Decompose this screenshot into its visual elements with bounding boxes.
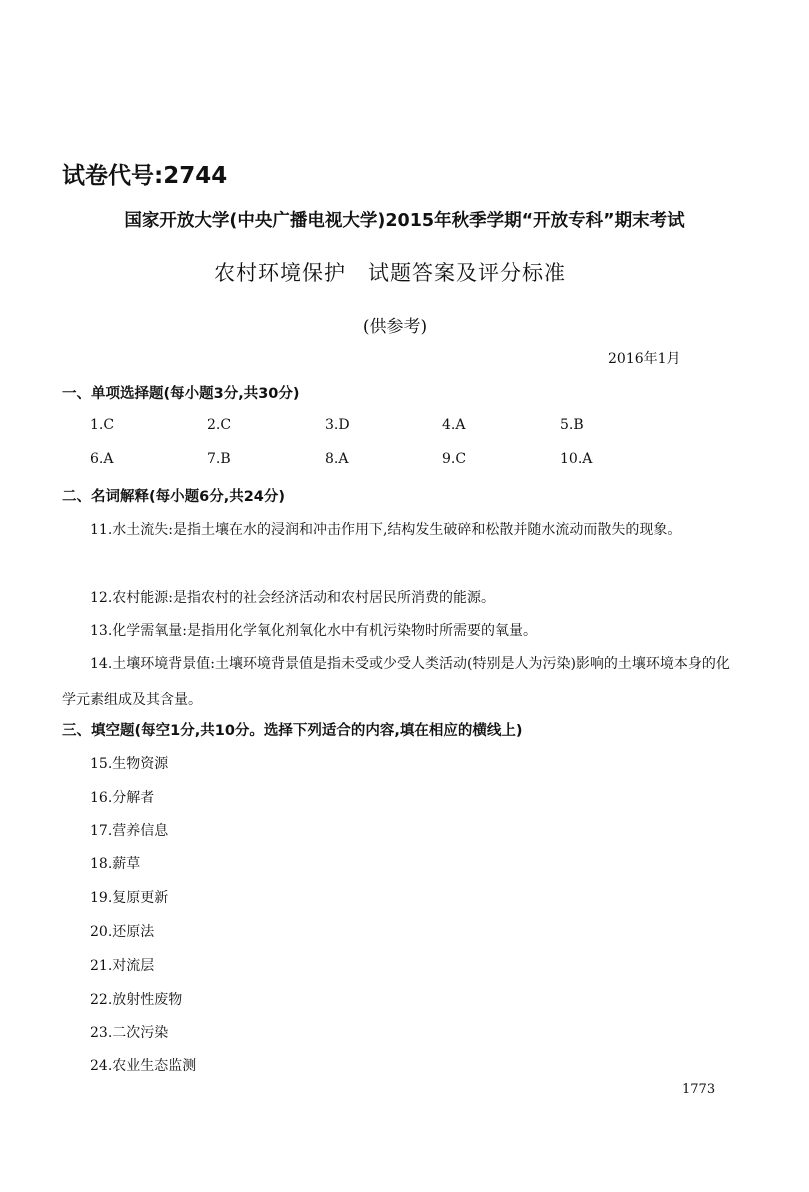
fill-answer: 18.薪草 (90, 856, 141, 872)
choice-answer: 8.A (325, 451, 349, 467)
choice-answer: 3.D (325, 417, 350, 433)
choice-answer: 6.A (90, 451, 114, 467)
page-number: 1773 (682, 1082, 716, 1097)
section-heading-terms: 二、名词解释(每小题6分,共24分) (62, 489, 286, 505)
exam-code-label: 试卷代号:2744 (62, 163, 228, 189)
choice-answer: 5.B (560, 417, 584, 433)
fill-answer: 15.生物资源 (90, 756, 169, 772)
fill-answer: 16.分解者 (90, 790, 155, 806)
choice-answer: 1.C (90, 417, 115, 433)
reference-note: (供参考) (362, 317, 428, 337)
fill-answer: 24.农业生态监测 (90, 1058, 197, 1074)
fill-answer: 23.二次污染 (90, 1025, 169, 1041)
choice-answer: 7.B (207, 451, 231, 467)
fill-answer: 19.复原更新 (90, 890, 169, 906)
section-heading-choice: 一、单项选择题(每小题3分,共30分) (62, 386, 300, 402)
fill-answer: 21.对流层 (90, 958, 155, 974)
fill-answer: 22.放射性废物 (90, 992, 183, 1008)
choice-answer: 2.C (207, 417, 232, 433)
section-heading-fill-blank: 三、填空题(每空1分,共10分。选择下列适合的内容,填在相应的横线上) (62, 723, 523, 739)
subject-title: 农村环境保护 试题答案及评分标准 (214, 261, 566, 285)
term-definition: 11.水土流失:是指土壤在水的浸润和冲击作用下,结构发生破碎和松散并随水流动而散失的现象。 (90, 522, 682, 538)
fill-answer: 17.营养信息 (90, 823, 169, 839)
fill-answer: 20.还原法 (90, 924, 155, 940)
choice-answer: 9.C (442, 451, 467, 467)
exam-title: 国家开放大学(中央广播电视大学)2015年秋季学期“开放专科”期末考试 (124, 211, 685, 231)
term-definition: 14.土壤环境背景值:土壤环境背景值是指未受或少受人类活动(特别是人为污染)影响的土壤环境本身的化学元素组成及其含量。 (62, 656, 730, 708)
term-definition: 13.化学需氧量:是指用化学氧化剂氧化水中有机污染物时所需要的氧量。 (90, 623, 537, 639)
choice-answer: 10.A (560, 451, 593, 467)
choice-answer: 4.A (442, 417, 466, 433)
term-definition: 12.农村能源:是指农村的社会经济活动和农村居民所消费的能源。 (90, 590, 495, 606)
exam-date: 2016年1月 (608, 351, 681, 367)
